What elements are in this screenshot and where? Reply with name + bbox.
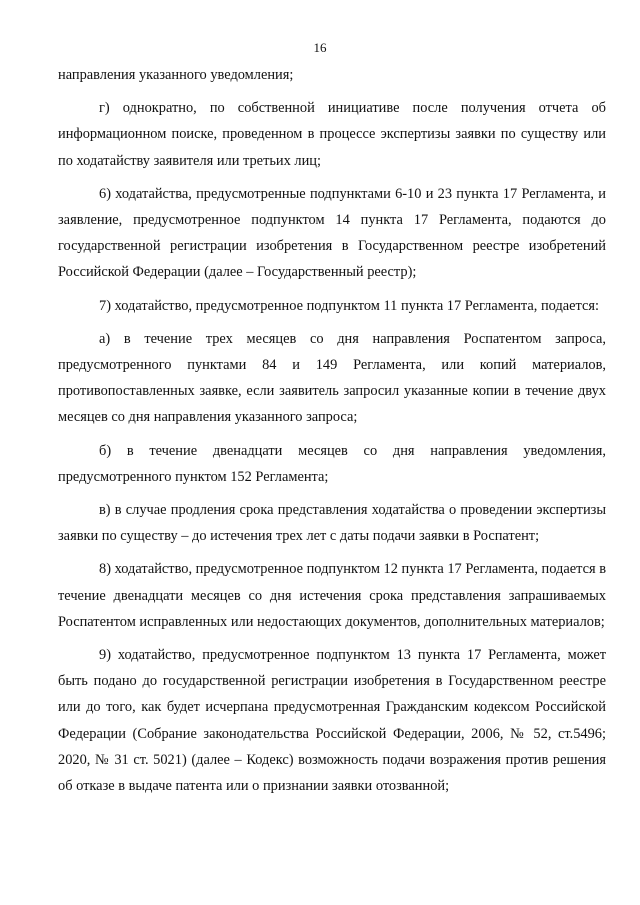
paragraph-item-7: 7) ходатайство, предусмотренное подпунктом 11 пункта 17 Регламента, подается:: [99, 297, 600, 314]
page-number: 16: [313, 40, 327, 55]
paragraph-continuation: направления указанного уведомления;: [58, 67, 294, 83]
paragraph-item-7a: а) в течение трех месяцев со дня направления Роспатентом запроса, предусмотренного пунктами 84 и 149 Регламента, или копий материалов, противопоставленных заявке, если заявитель запросил указанные копии в течение двух месяцев со дня направления указанного запроса;: [58, 330, 606, 426]
paragraph-item-9: 9) ходатайство, предусмотренное подпунктом 13 пункта 17 Регламента, может быть подано до государственной регистрации изобретения в Государственном реестре или до того, как будет исчерпана предусмотренная Гражданским кодексом Российской Федерации (Собрание законодательства Российской Федерации, 2006, № 52, ст.5496; 2020, № 31 ст. 5021) (далее – Кодекс) возможность подачи возражения против решения об отказе в выдаче патента или о признании заявки отозванной;: [58, 647, 606, 795]
paragraph-item-6: 6) ходатайства, предусмотренные подпунктами 6-10 и 23 пункта 17 Регламента, и заявление, предусмотренное подпунктом 14 пункта 17 Регламента, подаются до государственной регистрации изобретения в Государственном реестре изобретений Российской Федерации (далее – Государственный реестр);: [58, 185, 606, 281]
paragraph-item-8: 8) ходатайство, предусмотренное подпунктом 12 пункта 17 Регламента, подается в течение двенадцати месяцев со дня истечения срока представления запрашиваемых Роспатентом исправленных или недостающих документов, дополнительных материалов;: [58, 561, 606, 630]
paragraph-item-g: г) однократно, по собственной инициативе после получения отчета об информационном поиске, проведенном в процессе экспертизы заявки по существу или по ходатайству заявителя или третьих лиц;: [58, 100, 606, 169]
paragraph-item-7b: б) в течение двенадцати месяцев со дня направления уведомления, предусмотренного пунктом 152 Регламента;: [58, 442, 606, 485]
document-body: [58, 62, 606, 806]
paragraph-item-7v: в) в случае продления срока представления ходатайства о проведении экспертизы заявки по существу – до истечения трех лет с даты подачи заявки в Роспатент;: [58, 502, 606, 545]
